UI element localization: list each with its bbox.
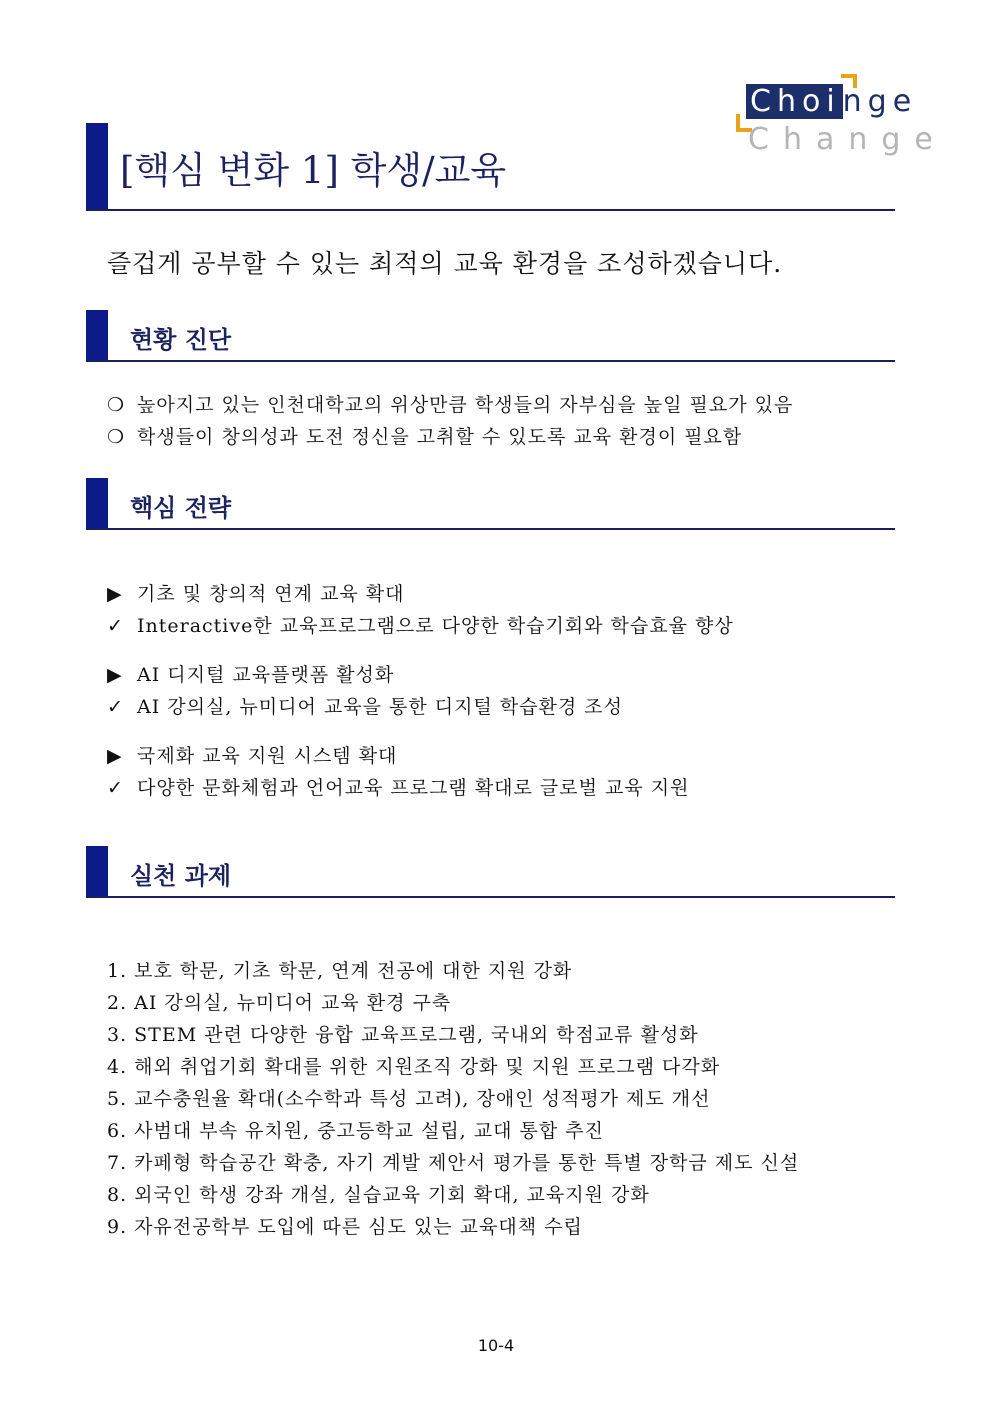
subtitle: 즐겁게 공부할 수 있는 최적의 교육 환경을 조성하겠습니다.: [107, 249, 783, 278]
task-item: 3. STEM 관련 다양한 융합 교육프로그램, 국내외 학점교류 활성화: [107, 1024, 699, 1046]
section-underline: [86, 896, 895, 898]
triangle-right-icon: ▶: [107, 664, 123, 686]
strategy-detail: ✓ Interactive한 교육프로그램으로 다양한 학습기회와 학습효율 향상: [107, 615, 734, 637]
title-underline: [86, 209, 895, 211]
task-item: 5. 교수충원율 확대(소수학과 특성 고려), 장애인 성적평가 제도 개선: [107, 1088, 711, 1110]
logo-text-top: [746, 84, 917, 119]
task-item: 7. 카페형 학습공간 확충, 자기 계발 제안서 평가를 통한 특별 장학금 제도 신설: [107, 1152, 800, 1174]
triangle-right-icon: ▶: [107, 583, 123, 605]
section-heading-diagnosis: 현황 진단: [130, 325, 232, 354]
logo-rest: nge: [842, 84, 918, 119]
logo-highlight: Choi: [746, 84, 843, 119]
page-number: 10-4: [477, 1336, 515, 1355]
strategy-title: ▶ 기초 및 창의적 연계 교육 확대: [107, 583, 405, 605]
strategy-title: ▶ AI 디지털 교육플랫폼 활성화: [107, 664, 395, 686]
section-underline: [86, 528, 895, 530]
circle-bullet-icon: ❍: [107, 426, 126, 448]
section-accent-bar: [86, 478, 108, 530]
logo-text-bottom: Change: [748, 122, 947, 157]
task-item: 8. 외국인 학생 강좌 개설, 실습교육 기회 확대, 교육지원 강화: [107, 1184, 650, 1206]
title-accent-bar: [86, 123, 108, 211]
check-icon: ✓: [107, 696, 124, 718]
circle-bullet-icon: ❍: [107, 394, 126, 416]
section-underline: [86, 360, 895, 362]
task-item: 6. 사범대 부속 유치원, 중고등학교 설립, 교대 통합 추진: [107, 1120, 604, 1142]
task-item: 9. 자유전공학부 도입에 따른 심도 있는 교육대책 수립: [107, 1216, 583, 1238]
list-item: ❍ 높아지고 있는 인천대학교의 위상만큼 학생들의 자부심을 높일 필요가 있음: [107, 394, 794, 416]
task-item: 2. AI 강의실, 뉴미디어 교육 환경 구축: [107, 992, 452, 1014]
page-title: [핵심 변화 1] 학생/교육: [120, 149, 507, 192]
check-icon: ✓: [107, 777, 124, 799]
strategy-title: ▶ 국제화 교육 지원 시스템 확대: [107, 745, 398, 767]
section-heading-strategy: 핵심 전략: [130, 493, 232, 522]
check-icon: ✓: [107, 615, 124, 637]
task-item: 1. 보호 학문, 기초 학문, 연계 전공에 대한 지원 강화: [107, 960, 573, 982]
section-heading-tasks: 실천 과제: [130, 861, 232, 890]
task-item: 4. 해외 취업기회 확대를 위한 지원조직 강화 및 지원 프로그램 다각화: [107, 1056, 721, 1078]
strategy-detail: ✓ AI 강의실, 뉴미디어 교육을 통한 디지털 학습환경 조성: [107, 696, 623, 718]
section-accent-bar: [86, 310, 108, 362]
strategy-detail: ✓ 다양한 문화체험과 언어교육 프로그램 확대로 글로벌 교육 지원: [107, 777, 690, 799]
logo: [736, 74, 947, 164]
triangle-right-icon: ▶: [107, 745, 123, 767]
section-accent-bar: [86, 846, 108, 898]
list-item: ❍ 학생들이 창의성과 도전 정신을 고취할 수 있도록 교육 환경이 필요함: [107, 426, 743, 448]
